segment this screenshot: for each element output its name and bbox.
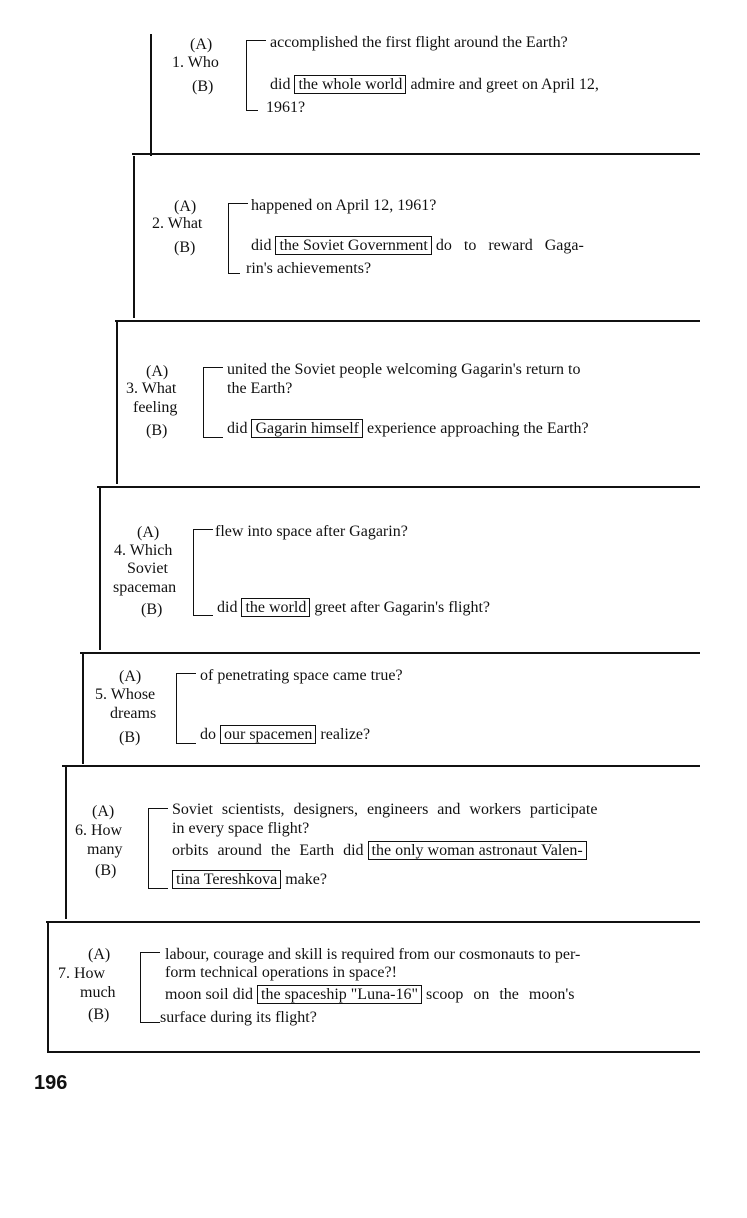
frame-left-3 [116,322,118,484]
bracket-tick-top [140,952,160,953]
answer-b-continued: 1961? [266,99,306,116]
bracket-tick-top [148,808,168,809]
frame-left-7 [47,923,49,1051]
answer-a-continued: in every space flight? [172,820,310,837]
answer-a: flew into space after Gagarin? [215,523,408,540]
b-suffix: admire and greet on April 12, [410,76,599,93]
answer-b [251,236,584,256]
boxed-subject: Gagarin himself [251,419,363,438]
question-number [172,53,219,72]
question-word: Which [129,542,173,559]
label-b: (B) [174,239,196,256]
answer-b [172,841,587,861]
bracket-tick-top [203,367,223,368]
answer-b [227,419,589,439]
frame-left-4 [99,488,101,650]
b-prefix: orbits around the Earth did [172,842,364,859]
num: 2. [152,215,164,232]
bracket-tick-bottom [176,743,196,744]
frame-left-5 [82,654,84,764]
bracket-tick-top [246,40,266,41]
bracket [148,808,149,888]
question-word-2: Soviet [127,560,168,577]
label-a: (A) [92,803,115,820]
boxed-subject: our spacemen [220,725,316,744]
bracket [203,367,204,437]
bracket [246,40,247,110]
answer-b [270,75,599,95]
bracket-tick-bottom [203,437,223,438]
question-word: How [91,822,123,839]
answer-a-continued: the Earth? [227,380,293,397]
b-suffix: scoop on the moon's [426,986,575,1003]
num: 5. [95,686,107,703]
label-b: (B) [192,78,214,95]
boxed-subject: the only woman astronaut Valen- [368,841,587,860]
question-word-3: spaceman [113,579,177,596]
frame-bottom-3 [97,486,700,488]
question-word: How [74,965,106,982]
label-a: (A) [119,668,142,685]
answer-a: Soviet scientists, designers, engineers and workers participate [172,801,598,818]
bracket [193,529,194,615]
answer-b-continued [172,870,327,890]
label-a: (A) [190,36,213,53]
question-number [152,214,202,233]
bracket-tick-bottom [193,615,213,616]
bracket [228,203,229,273]
frame-bottom-5 [62,765,700,767]
boxed-subject: the whole world [294,75,406,94]
question-number [58,964,105,983]
label-a: (A) [137,524,160,541]
label-a: (A) [174,198,197,215]
question-word-2: much [80,984,116,1001]
question-word: What [141,380,177,397]
num: 7. [58,965,70,982]
label-b: (B) [88,1006,110,1023]
label-b: (B) [141,601,163,618]
bracket-tick-top [193,529,213,530]
answer-a: happened on April 12, 1961? [251,197,437,214]
answer-a: of penetrating space came true? [200,667,403,684]
b-prefix: did [217,599,238,616]
num: 6. [75,822,87,839]
frame-bottom-7 [47,1051,700,1053]
label-a: (A) [88,946,111,963]
frame-bottom-6 [46,921,700,923]
bracket-tick-bottom [148,888,168,889]
boxed-subject: the world [241,598,310,617]
question-word: What [167,215,203,232]
b-prefix: did [251,237,272,254]
bracket-tick-bottom [228,273,240,274]
answer-b [200,725,370,745]
bracket-tick-top [228,203,248,204]
answer-b-continued: surface during its flight? [160,1009,317,1026]
b-suffix: realize? [320,726,371,743]
question-number [126,379,176,398]
b-prefix: did [270,76,291,93]
question-word-2: feeling [133,399,178,416]
question-word: Who [187,54,219,71]
num: 1. [172,54,184,71]
answer-b-continued: rin's achievements? [246,260,372,277]
b-prefix: moon soil did [165,986,254,1003]
page-number: 196 [34,1072,68,1094]
answer-b [217,598,490,618]
num: 4. [114,542,126,559]
answer-a: accomplished the first flight around the Earth? [270,34,568,51]
frame-bottom-1 [132,153,700,155]
b-suffix: experience approaching the Earth? [366,420,589,437]
frame-left-6 [65,767,67,919]
answer-b [165,985,574,1005]
boxed-subject: the Soviet Government [275,236,431,255]
boxed-subject: the spaceship "Luna-16" [257,985,422,1004]
bracket-tick-top [176,673,196,674]
b-prefix: do [200,726,216,743]
boxed-subject-continued: tina Tereshkova [172,870,281,889]
frame-left-1 [150,34,152,156]
num: 3. [126,380,138,397]
b-suffix: greet after Gagarin's flight? [314,599,491,616]
bracket-tick-bottom [246,110,258,111]
label-b: (B) [146,422,168,439]
question-number [95,685,155,704]
b-prefix: did [227,420,248,437]
question-word-2: many [87,841,123,858]
label-a: (A) [146,363,169,380]
bracket [176,673,177,743]
answer-a-continued: form technical operations in space?! [165,964,397,981]
question-number [114,541,172,560]
b-suffix: do to reward Gaga- [435,237,584,254]
label-b: (B) [95,862,117,879]
label-b: (B) [119,729,141,746]
answer-a: united the Soviet people welcoming Gagarin's return to [227,361,581,378]
b-suffix: make? [285,871,327,888]
question-word: Whose [110,686,156,703]
frame-left-2 [133,156,135,318]
bracket-tick-bottom [140,1022,160,1023]
question-word-2: dreams [110,705,157,722]
question-number [75,821,122,840]
bracket [140,952,141,1022]
frame-bottom-2 [115,320,700,322]
answer-a: labour, courage and skill is required from our cosmonauts to per- [165,946,581,963]
frame-bottom-4 [80,652,700,654]
